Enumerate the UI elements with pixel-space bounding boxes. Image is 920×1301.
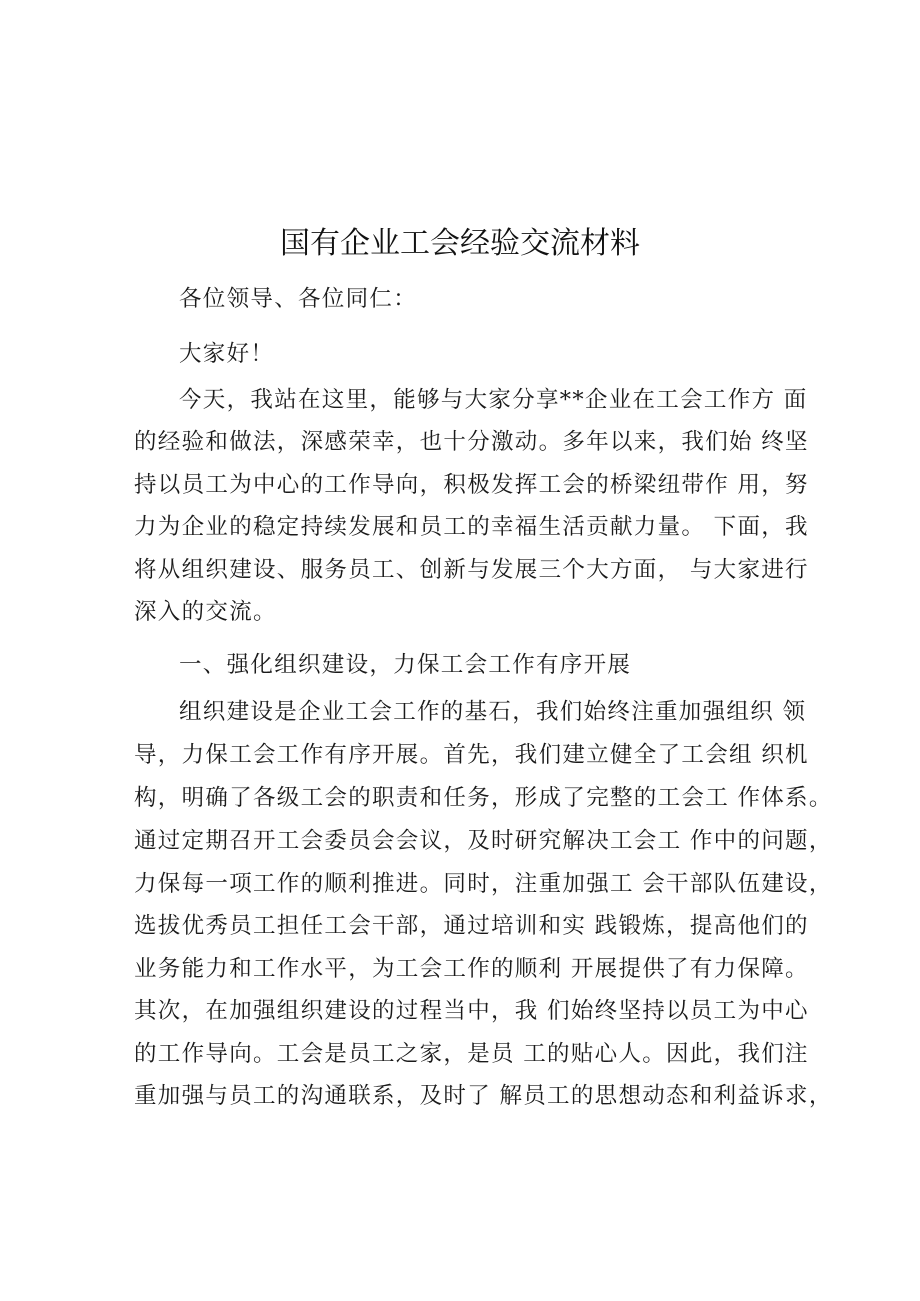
paragraph-line: 选拔优秀员工担任工会干部，通过培训和实 践锻炼，提高他们的 xyxy=(134,913,809,939)
paragraph-line: 通过定期召开工会委员会会议，及时研究解决工会工 作中的问题， xyxy=(134,828,833,854)
paragraph-line: 的经验和做法，深感荣幸，也十分激动。多年以来，我们始 终坚 xyxy=(134,429,809,455)
paragraph-line: 组织建设是企业工会工作的基石，我们始终注重加强组织 领 xyxy=(179,699,807,725)
paragraph-line: 今天，我站在这里，能够与大家分享**企业在工会工作方 面 xyxy=(179,387,808,413)
paragraph-line: 业务能力和工作水平，为工会工作的顺利 开展提供了有力保障。 xyxy=(134,956,809,982)
document-title: 国有企业工会经验交流材料 xyxy=(280,226,640,261)
greeting: 大家好！ xyxy=(179,341,275,367)
paragraph-line: 持以员工为中心的工作导向，积极发挥工会的桥梁纽带作 用，努 xyxy=(134,472,809,498)
paragraph-line: 重加强与员工的沟通联系，及时了 解员工的思想动态和利益诉求， xyxy=(134,1083,833,1109)
paragraph-line: 力保每一项工作的顺利推进。同时，注重加强工 会干部队伍建设， xyxy=(134,871,833,897)
paragraph-line: 的工作导向。工会是员工之家，是员 工的贴心人。因此，我们注 xyxy=(134,1041,809,1067)
paragraph-line: 其次，在加强组织建设的过程当中，我 们始终坚持以员工为中心 xyxy=(134,998,809,1024)
paragraph-line: 深入的交流。 xyxy=(134,599,277,625)
section-heading: 一、强化组织建设，力保工会工作有序开展 xyxy=(179,652,632,678)
paragraph-line: 构，明确了各级工会的职责和任务，形成了完整的工会工 作体系。 xyxy=(134,785,833,811)
paragraph-line: 力为企业的稳定持续发展和员工的幸福生活贡献力量。 下面，我 xyxy=(134,514,809,540)
paragraph-line: 导，力保工会工作有序开展。首先，我们建立健全了工会组 织机 xyxy=(134,742,809,768)
paragraph-line: 将从组织建设、服务员工、创新与发展三个大方面， 与大家进行 xyxy=(134,557,809,583)
salutation: 各位领导、各位同仁： xyxy=(179,286,418,312)
